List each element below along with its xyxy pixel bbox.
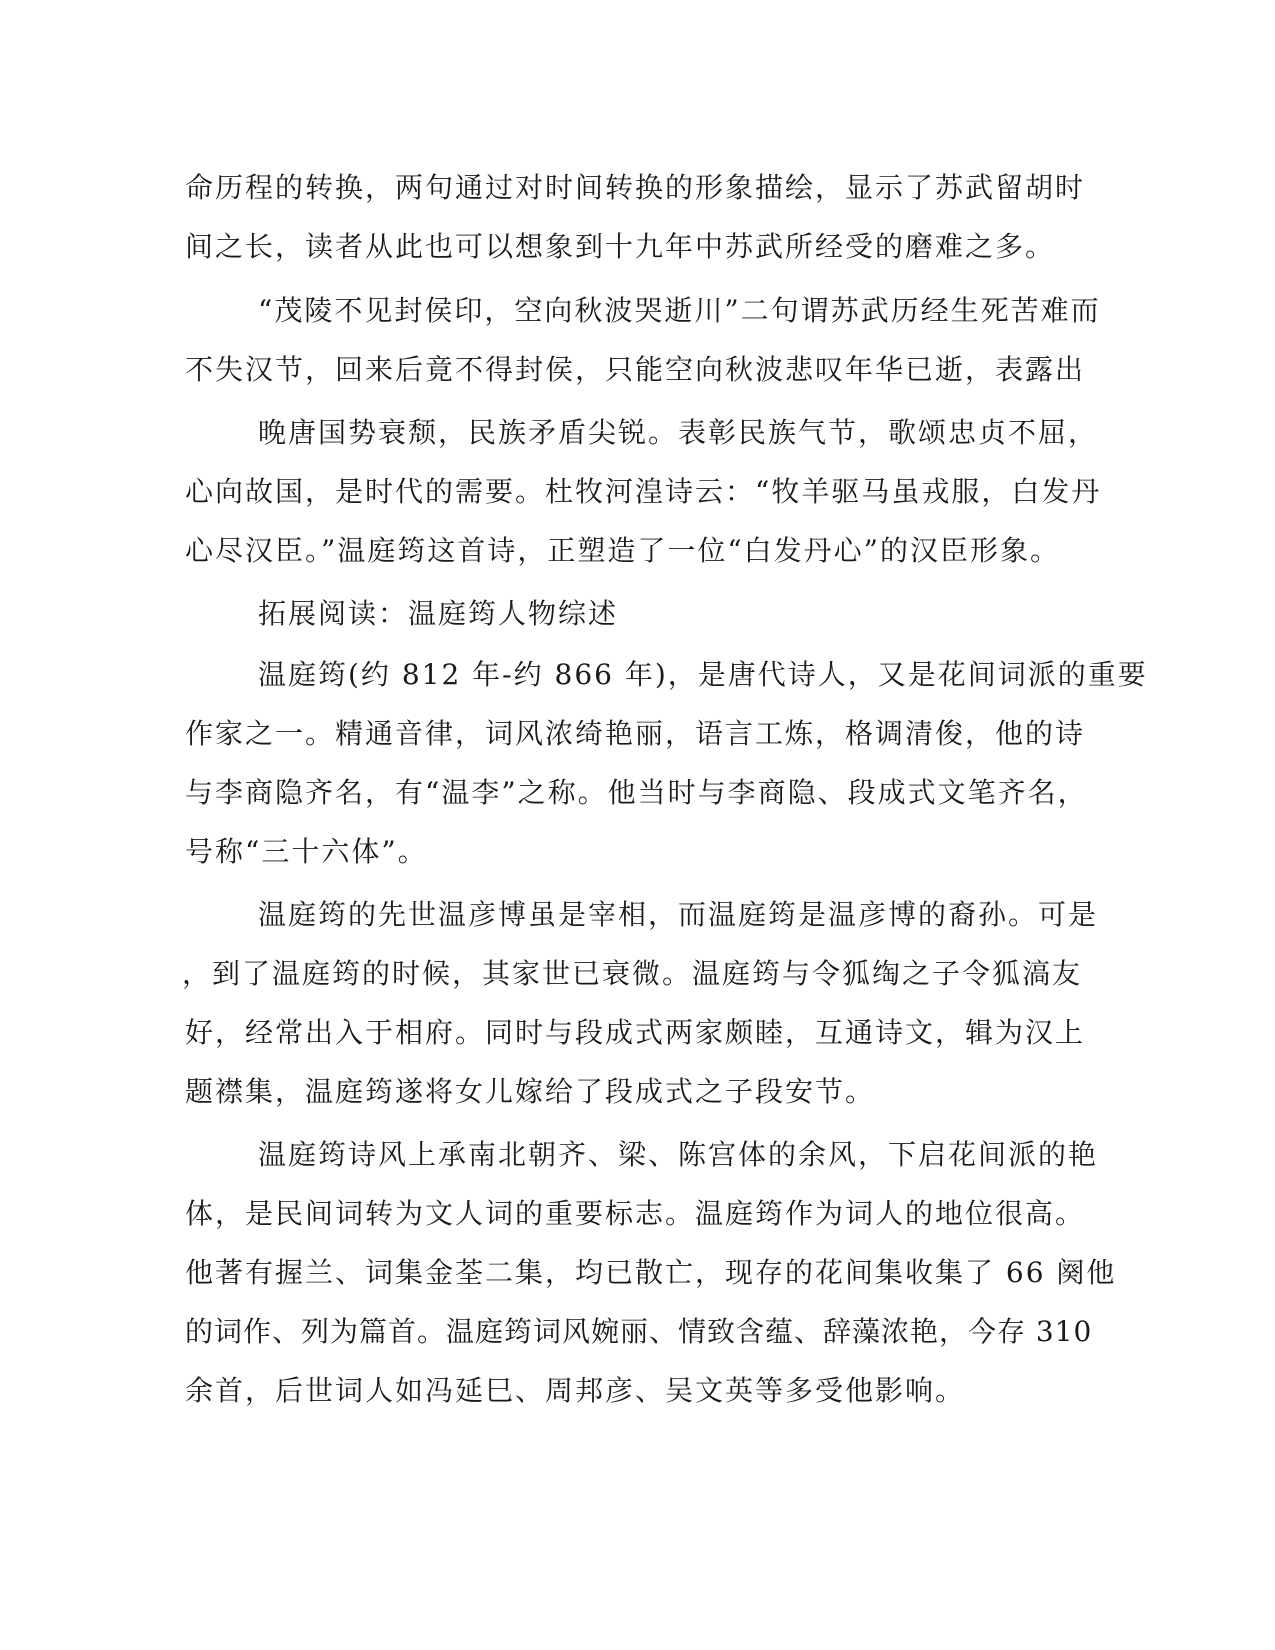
text-line: 温庭筠诗风上承南北朝齐、梁、陈宫体的余风，下启花间派的艳 [258, 1138, 1099, 1171]
text-line: 作家之一。精通音律，词风浓绮艳丽，语言工炼，格调清俊，他的诗 [185, 717, 1086, 750]
text-line: 晚唐国势衰颓，民族矛盾尖锐。表彰民族气节，歌颂忠贞不屈， [258, 416, 1099, 449]
text-line: 命历程的转换，两句通过对时间转换的形象描绘，显示了苏武留胡时 [185, 171, 1086, 204]
text-line: 号称“三十六体”。 [185, 835, 428, 868]
text-line: 题襟集，温庭筠遂将女儿嫁给了段成式之子段安节。 [185, 1075, 876, 1108]
text-line: 温庭筠的先世温彦博虽是宰相，而温庭筠是温彦博的裔孙。可是 [258, 898, 1099, 931]
text-line: 好，经常出入于相府。同时与段成式两家颇睦，互通诗文，辑为汉上 [185, 1016, 1086, 1049]
text-line: 他著有握兰、词集金荃二集，均已散亡，现存的花间集收集了 66 阕他 [185, 1256, 1117, 1289]
text-line: 体，是民间词转为文人词的重要标志。温庭筠作为词人的地位很高。 [185, 1197, 1086, 1230]
text-line: 心向故国，是时代的需要。杜牧河湟诗云：“牧羊驱马虽戎服，白发丹 [185, 475, 1102, 508]
text-line: 心尽汉臣。”温庭筠这首诗，正塑造了一位“白发丹心”的汉臣形象。 [185, 534, 1060, 567]
text-line: 间之长，读者从此也可以想象到十九年中苏武所经受的磨难之多。 [185, 230, 1056, 263]
text-line: 与李商隐齐名，有“温李”之称。他当时与李商隐、段成式文笔齐名， [185, 776, 1088, 809]
text-line: ，到了温庭筠的时候，其家世已衰微。温庭筠与令狐绹之子令狐滈友 [182, 957, 1083, 990]
text-line: 温庭筠(约 812 年-约 866 年)，是唐代诗人，又是花间词派的重要 [258, 658, 1148, 691]
text-line: “茂陵不见封侯印，空向秋波哭逝川”二句谓苏武历经生死苦难而 [258, 294, 1101, 327]
text-line: 不失汉节，回来后竟不得封侯，只能空向秋波悲叹年华已逝，表露出 [185, 353, 1086, 386]
text-line: 的词作、列为篇首。温庭筠词风婉丽、情致含蕴、辞藻浓艳，今存 310 [185, 1315, 1093, 1348]
section-heading: 拓展阅读：温庭筠人物综述 [258, 597, 619, 630]
text-line: 余首，后世词人如冯延巳、周邦彦、吴文英等多受他影响。 [185, 1374, 966, 1407]
